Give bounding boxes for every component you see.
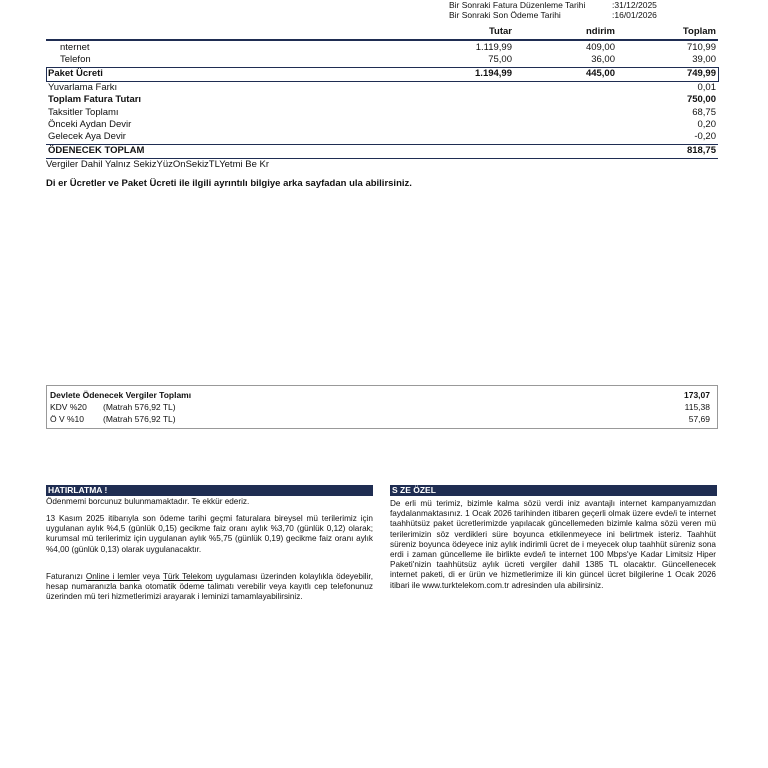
oiv-value: 57,69 <box>688 414 710 424</box>
next-due-date-value: :16/01/2026 <box>612 10 657 20</box>
row-toplam: 39,00 <box>692 54 716 65</box>
gelecek-label: Gelecek Aya Devir <box>48 131 126 142</box>
row-label: Telefon <box>60 54 91 65</box>
table-row <box>46 54 718 66</box>
taksitler-label: Taksitler Toplamı <box>48 107 119 118</box>
paket-indirim: 445,00 <box>585 68 615 79</box>
row-tutar: 75,00 <box>488 54 512 65</box>
kdv-label: KDV %20 <box>50 402 87 412</box>
online-islemler-link[interactable]: Online i lemler <box>85 572 140 581</box>
onceki-label: Önceki Aydan Devir <box>48 119 132 130</box>
paket-row <box>46 68 718 80</box>
taksitler-row <box>46 107 718 119</box>
taxes-title: Devlete Ödenecek Vergiler Toplamı <box>50 390 192 400</box>
toplam-fatura-label: Toplam Fatura Tutarı <box>48 94 142 105</box>
amount-in-words: Vergiler Dahil Yalnız SekizYüzOnSekizTLYetmi Be Kr <box>46 159 269 170</box>
next-invoice-date-value: :31/12/2025 <box>612 0 657 10</box>
header-rule <box>46 39 718 41</box>
oiv-label: Ö V %10 <box>50 414 85 424</box>
gelecek-value: -0,20 <box>694 131 716 142</box>
yuvarlama-row <box>46 82 718 94</box>
row-indirim: 36,00 <box>591 54 615 65</box>
special-title: S ZE ÖZEL <box>390 485 717 496</box>
reminder-p2: 13 Kasım 2025 itibarıyla son ödeme tarihi geçmi faturalara bireysel mü terilerimiz için uygulanan aylık %4,5 (günlük 0,15) gecikme faiz oranı aylık %3,70 (günlük 0,12) olarak; kurumsal mü terilerimiz için uygulanan aylık %5,75 (günlük 0,19) gecikme faiz oranı aylık %4,00 (günlük 0,13) olarak uygulanacaktır. <box>46 514 373 554</box>
oiv-matrah: (Matrah 576,92 TL) <box>103 414 176 424</box>
odenecek-value: 818,75 <box>686 145 716 156</box>
onceki-row <box>46 119 718 131</box>
kdv-value: 115,38 <box>684 402 710 412</box>
gelecek-row <box>46 131 718 143</box>
row-indirim: 409,00 <box>585 42 615 53</box>
toplam-fatura-row <box>46 94 718 106</box>
reminder-p3-a: Faturanızı <box>46 572 86 581</box>
onceki-value: 0,20 <box>697 119 716 130</box>
table-row <box>46 42 718 54</box>
table-header <box>46 26 718 38</box>
paket-label: Paket Ücreti <box>48 68 103 79</box>
col-tutar: Tutar <box>488 26 512 37</box>
row-toplam: 710,99 <box>686 42 716 53</box>
odenecek-label: ÖDENECEK TOPLAM <box>48 145 145 156</box>
row-tutar: 1.119,99 <box>475 42 512 53</box>
col-toplam: Toplam <box>682 26 716 37</box>
reminder-p3-b: veya <box>139 572 163 581</box>
special-p1: De erli mü terimiz, bizimle kalma sözü verdi iniz avantajlı internet kampanyamızdan faydalanmaktasınız. 1 Ocak 2026 tarihinden itibaren geçerli olmak üzere evde/i te internet taahhütsüz paket ücretlerimizde yapılacak güncellemeden bizimle kalma sözü veren mü terilerimizin söz verdikleri süre boyunca etkilenmeyece ini belirtmek isteriz. Taahhüt süreniz boyunca ödeyece iniz aylık indirimli ücret de i meyecek olup taahhüt süreniz sona erdi i zaman güncelleme ile birlikte evde/i te internet 100 Mbps'ye Kadar Limitsiz Hiper Paketi'nizin taahhütsüz aylık ücreti vergiler dahil 1385 TL olacaktır. Güncellenecek internet paketi, di er ürün ve hizmetlerimize ili kin güncel ücret bilgilerine 1 Ocak 2026 itibari ile www.turktelekom.com.tr adresinden ula abilirsiniz. <box>390 499 716 590</box>
taksitler-value: 68,75 <box>692 107 716 118</box>
reminder-title: HATIRLATMA ! <box>46 485 373 496</box>
kdv-matrah: (Matrah 576,92 TL) <box>103 402 176 412</box>
taxes-total: 173,07 <box>684 390 710 400</box>
reminder-p3-c: uygulaması üzerinden kolaylıkla ödeyebilir, hesap numaranızla banka otomatik ödeme talimatı verebilir veya kayıtlı cep telefonunuz üzerinden mü teri hizmetlerimizi arayarak i leminizi tamamlayabilirsiniz. <box>46 572 373 602</box>
yuvarlama-value: 0,01 <box>697 82 716 93</box>
reminder-p1: Ödenmemi borcunuz bulunmamaktadır. Te ekkür ederiz. <box>46 497 250 506</box>
row-label: nternet <box>60 42 90 53</box>
next-due-date-label: Bir Sonraki Son Ödeme Tarihi <box>449 10 561 20</box>
paket-toplam: 749,99 <box>686 68 716 79</box>
detail-note: Di er Ücretler ve Paket Ücreti ile ilgili ayrıntılı bilgiye arka sayfadan ula abilirsiniz. <box>46 178 412 189</box>
col-indirim: ndirim <box>585 26 615 37</box>
yuvarlama-label: Yuvarlama Farkı <box>48 82 118 93</box>
reminder-p3 <box>46 572 373 603</box>
next-invoice-date-label: Bir Sonraki Fatura Düzenleme Tarihi <box>449 0 586 10</box>
odenecek-row <box>46 145 718 157</box>
toplam-fatura-value: 750,00 <box>686 94 716 105</box>
turk-telekom-link[interactable]: Türk Telekom <box>162 572 213 581</box>
paket-tutar: 1.194,99 <box>475 68 512 79</box>
